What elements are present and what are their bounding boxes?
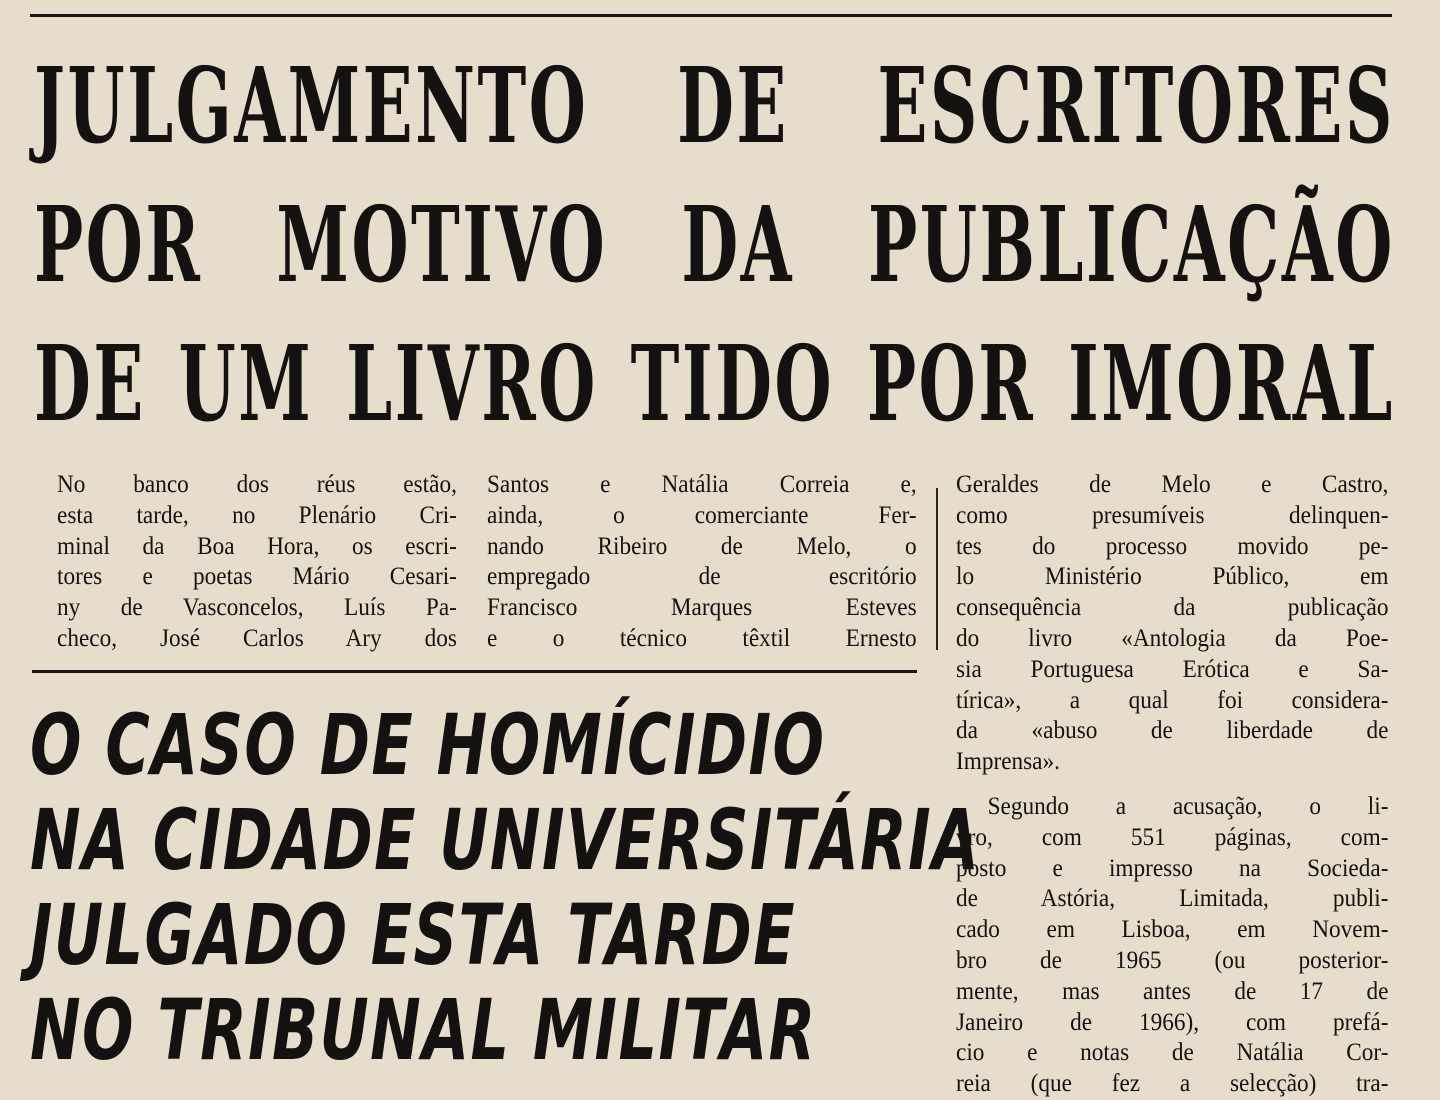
column-divider [936,488,938,650]
body-text-line: esta tarde, no Plenário Cri- [57,501,457,529]
top-rule [30,14,1392,17]
second-headline-line: NA CIDADE UNIVERSITÁRIA [30,791,981,889]
body-text-line: mente, mas antes de 17 de [956,977,1389,1005]
body-text-line: nando Ribeiro de Melo, o [487,532,917,560]
main-headline [34,36,1395,453]
body-text-line: da «abuso de liberdade de [956,717,1389,745]
body-text-line: posto e impresso na Socieda- [956,854,1389,882]
body-text-line: minal da Boa Hora, os escri- [57,532,457,560]
body-text-line: como presumíveis delinquen- [956,501,1389,529]
second-headline-line: O CASO DE HOMÍCIDIO [30,696,826,794]
body-text-line: de Astória, Limitada, publi- [956,885,1389,913]
body-text-line: Francisco Marques Esteves [487,594,917,622]
body-text-line: cado em Lisboa, em Novem- [956,916,1389,944]
body-text-line: No banco dos réus estão, [57,471,457,498]
body-text-line: consequência da publicação [956,594,1389,622]
body-text-line: reia (que fez a selecção) tra- [956,1070,1389,1098]
second-headline [30,696,981,1079]
body-text-line: cio e notas de Natália Cor- [956,1039,1389,1067]
body-text-line: tes do processo movido pe- [956,532,1389,560]
section-rule [32,670,917,673]
body-text-line: vro, com 551 páginas, com- [956,823,1389,851]
article1-column-3 [956,470,1388,778]
article1-column-1 [57,470,457,655]
article1-column-3-continued [956,792,1388,1100]
body-text-line: e o técnico têxtil Ernesto [487,624,917,652]
body-text-line: do livro «Antologia da Poe- [956,624,1389,652]
body-text-line: ny de Vasconcelos, Luís Pa- [57,594,457,622]
body-text-line: bro de 1965 (ou posterior- [956,946,1389,974]
body-text-line: Janeiro de 1966), com prefá- [956,1008,1389,1036]
body-text-line: Geraldes de Melo e Castro, [956,471,1389,498]
article1-column-2 [487,470,917,655]
body-text-line: Segundo a acusação, o li- [987,793,1389,820]
second-headline-line: JULGADO ESTA TARDE [30,886,796,984]
main-headline-line: POR MOTIVO DA PUBLICAÇÃO [34,183,1395,306]
body-text-line: Santos e Natália Correia e, [487,471,917,498]
body-text-line: lo Ministério Público, em [956,563,1389,591]
main-headline-line: DE UM LIVRO TIDO POR IMORAL [34,322,1395,445]
body-text-line: empregado de escritório [487,563,917,591]
main-headline-line: JULGAMENTO DE ESCRITORES [34,44,1395,167]
body-text-line: Imprensa». [956,748,1060,776]
body-text-line: tores e poetas Mário Cesari- [57,563,457,591]
second-headline-line: NO TRIBUNAL MILITAR [30,981,817,1079]
body-text-line: ainda, o comerciante Fer- [487,501,917,529]
body-text-line: tírica», a qual foi considera- [956,686,1389,714]
body-text-line: sia Portuguesa Erótica e Sa- [956,655,1389,683]
body-text-line: checo, José Carlos Ary dos [57,624,457,652]
